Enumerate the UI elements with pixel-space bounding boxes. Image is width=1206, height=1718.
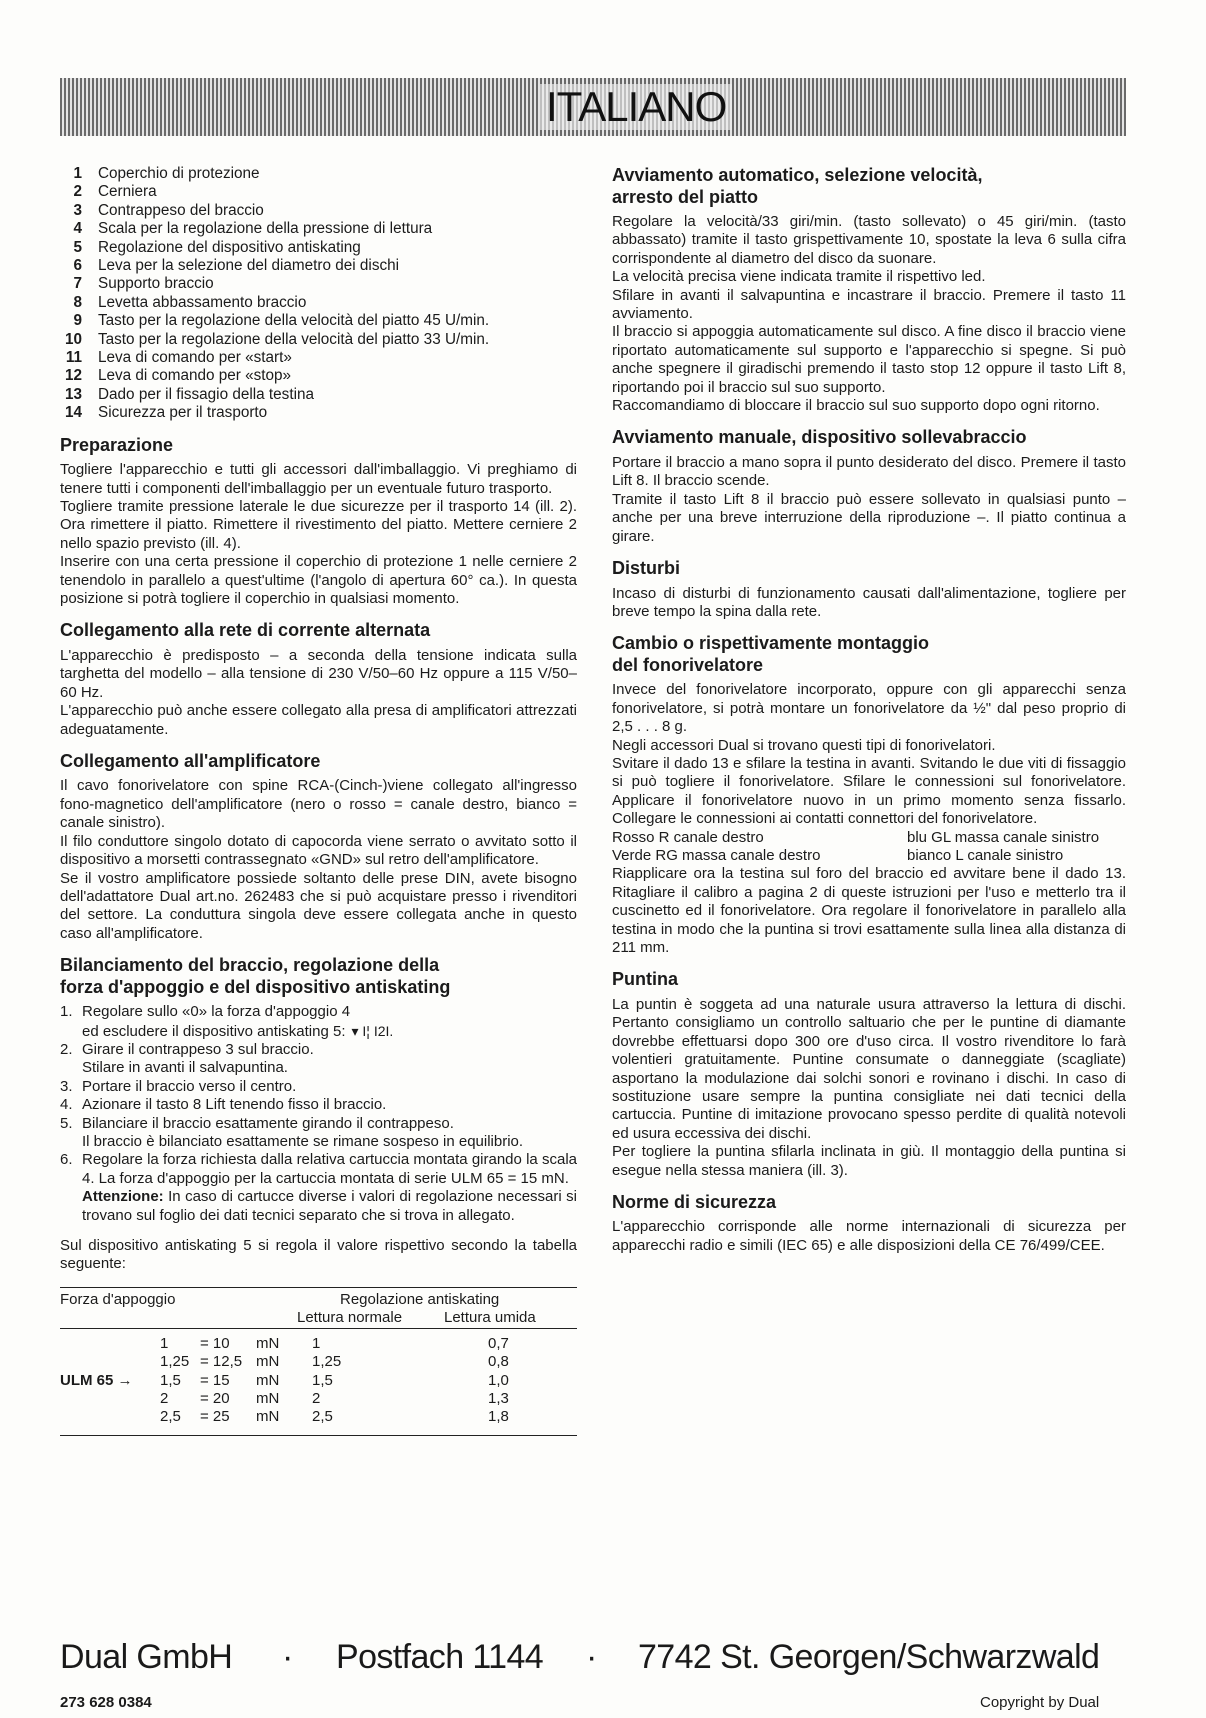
paragraph: Togliere tramite pressione laterale le due sicurezze per il trasporto 14 (ill. 2). Ora rimettere il piatto. Rimettere il rivestimento del piatto. Mettere cerniere 2 nello spazio previsto (ill. 4).	[60, 498, 577, 552]
table-row: ULM 65 → 1,5 = 15 mN 1,5 1,0	[60, 1371, 509, 1389]
paragraph: Portare il braccio a mano sopra il punto desiderato del disco. Premere il tasto Lift 8. Il braccio scende.	[612, 453, 1126, 490]
list-item: 3. Portare il braccio verso il centro.	[60, 1077, 297, 1095]
antiskating-table	[60, 1287, 577, 1436]
paragraph: L'apparecchio può anche essere collegato alla presa di amplificatori attrezzati adeguatamente.	[60, 702, 577, 738]
paragraph: Togliere l'apparecchio e tutti gli accessori dall'imballaggio. Vi preghiamo di tenere tutti i componenti dell'imballaggio per un eventuale futuro trasporto.	[60, 461, 577, 497]
paragraph: Il filo conduttore singolo dotato di capocorda viene serrato o avvitato sotto il dispositivo a morsetti contrassegnato «GND» sul retro dell'amplificatore.	[60, 832, 577, 869]
section-heading-preparazione: Preparazione	[60, 434, 174, 455]
paragraph: Il braccio si appoggia automaticamente sul disco. A fine disco il braccio viene riportato automaticamente sul supporto e l'apparecchio si spegne. Si può anche spegnere il giradischi premendo il tasto stop 12 oppure il tasto Lift 8, riportando poi il braccio sul suo supporto.	[612, 323, 1126, 396]
list-item: 11 Leva di comando per «start»	[65, 349, 292, 367]
wire-label: bianco L canale sinistro	[907, 846, 1064, 864]
paragraph: Negli accessori Dual si trovano questi tipi di fonorivelatori.	[612, 736, 996, 754]
paragraph: Regolare la velocità/33 giri/min. (tasto sollevato) o 45 giri/min. (tasto abbassato) tramite il tasto grispettivamente 10, spostate la leva 6 sulla cifra corrispondente al diametro del disco da suonare.	[612, 213, 1126, 267]
paragraph: Inserire con una certa pressione il coperchio di protezione 1 nelle cerniere 2 tenendolo in parallelo a quest'ultime (l'angolo di apertura 60° ca.). In questa posizione si potrà togliere il coperchio in qualsiasi momento.	[60, 553, 577, 608]
footer-pobox: Postfach 1144	[336, 1638, 544, 1676]
section-heading-rete: Collegamento alla rete di corrente alternata	[60, 620, 431, 641]
footer-separator: ·	[282, 1638, 293, 1676]
list-item: 1. Regolare sullo «0» la forza d'appoggio 4 ed escludere il dispositivo antiskating 5: ▾ I¦ I2I.	[60, 1003, 394, 1040]
table-header: Lettura normale	[297, 1308, 403, 1326]
left-column	[60, 165, 577, 1436]
list-item: 5 Regolazione del dispositivo antiskating	[73, 238, 361, 256]
list-item: 6. Regolare la forza richiesta dalla relativa cartuccia montata girando la scala 4. La forza d'appoggio per la cartuccia montata di serie ULM 65 = 15 mN. Attenzione: In caso di cartucce diverse i valori di regolazione necessari si trovano sul foglio dei dati tecnici separato che si trova in allegato.	[60, 1151, 577, 1224]
table-row: 2,5 = 25 mN 2,5 1,8	[160, 1408, 509, 1426]
divider	[60, 1328, 577, 1329]
footer-separator: ·	[586, 1638, 597, 1676]
footer-company: Dual GmbH	[60, 1638, 233, 1676]
language-banner	[60, 78, 1126, 136]
list-item: 12 Leva di comando per «stop»	[64, 367, 292, 385]
footer-city: 7742 St. Georgen/Schwarzwald	[638, 1638, 1100, 1676]
paragraph: Sfilare in avanti il salvapuntina e incastrare il braccio. Premere il tasto 11 avviamento.	[612, 286, 1126, 323]
paragraph: Per togliere la puntina sfilarla inclinata in giù. Il montaggio della puntina si esegue nella stessa maniera (ill. 3).	[612, 1143, 1126, 1179]
paragraph: La puntin è soggeta ad una naturale usura attraverso la lettura di dischi. Pertanto consigliamo un controllo saltuario che per le puntine di diamante dovrebbe effettuarsi dopo 300 ore d'uso circa. Il vostro rivenditore lo farà volentieri gratuitamente. Puntine consumate o danneggiate (scagliate) asportano la modulazione dai solchi sonori e rovinano i dischi. In caso di sostituzione usare sempre la puntina consigliate nei dati tecnici della cartuccia. Puntine di imitazione provocano spesso perdite di qualità notevoli ed usura eccessiva dei dischi.	[612, 995, 1126, 1142]
wire-label: Rosso R canale destro	[612, 828, 764, 846]
table-row: 2 = 20 mN 2 1,3	[160, 1389, 509, 1407]
paragraph: Riapplicare ora la testina sul foro del braccio ed avvitare bene il dado 13. Ritagliare il calibro a pagina 2 di queste istruzioni per l'uso e metterlo tra il cuscinetto ed il fonorivelatore. Ora regolare il fonorivelatore in parallelo alla testina in modo che la puntina si trovi esattamente sulla linea alla distanza di 211 mm.	[612, 865, 1126, 956]
list-item: 5. Bilanciare il braccio esattamente girando il contrappeso. Il braccio è bilanciato esattamente se rimane sospeso in equilibrio.	[60, 1114, 524, 1150]
section-heading-puntina: Puntina	[612, 969, 678, 990]
table-row: 1,25 = 12,5 mN 1,25 0,8	[160, 1353, 509, 1371]
section-heading-avviamento-manuale: Avviamento manuale, dispositivo sollevabraccio	[612, 427, 1027, 448]
section-heading-sicurezza: Norme di sicurezza	[612, 1191, 777, 1212]
paragraph: Invece del fonorivelatore incorporato, oppure con gli apparecchi senza fonorivelatore, si potrà montare un fonorivelatore da ½" dal peso proprio di 2,5 . . . 8 g.	[612, 681, 1126, 736]
document-code: 273 628 0384	[60, 1694, 152, 1711]
list-item: 2 Cerniera	[73, 183, 157, 201]
list-item: 6 Leva per la selezione del diametro dei dischi	[73, 257, 400, 275]
right-column	[612, 165, 1126, 1255]
list-item: 2. Girare il contrappeso 3 sul braccio. Stilare in avanti il salvapuntina.	[60, 1040, 314, 1077]
section-heading-disturbi: Disturbi	[612, 558, 681, 578]
list-item: 9 Tasto per la regolazione della velocità del piatto 45 U/min.	[73, 312, 490, 330]
table-body	[60, 1335, 577, 1427]
paragraph: Svitare il dado 13 e sfilare la testina in avanti. Svitando le due viti di fissaggio si può togliere il fonorivelatore. Sfilare le connessioni sul fonorivelatore. Applicare il fonorivelatore nuovo in un primo momento senza fissarlo. Collegare le connessioni ai contatti connettori del fonorivelatore.	[612, 754, 1126, 828]
paragraph: L'apparecchio è predisposto – a seconda della tensione indicata sulla targhetta del modello – alla tensione di 230 V/50–60 Hz oppure a 115 V/50–60 Hz.	[60, 646, 577, 701]
list-item: 4 Scala per la regolazione della pressione di lettura	[73, 220, 433, 238]
section-heading-avviamento-automatico: Avviamento automatico, selezione velocità, arresto del piatto	[612, 165, 983, 207]
list-item: 3 Contrappeso del braccio	[73, 201, 264, 219]
list-item: 14 Sicurezza per il trasporto	[64, 404, 268, 422]
wire-label: blu GL massa canale sinistro	[907, 828, 1100, 846]
row-marker: ULM 65 →	[60, 1371, 133, 1389]
section-heading-fonorivelatore: Cambio o rispettivamente montaggio del fonorivelatore	[612, 633, 930, 675]
list-item: 10 Tasto per la regolazione della velocità del piatto 33 U/min.	[64, 330, 490, 348]
list-item: 4. Azionare il tasto 8 Lift tenendo fisso il braccio.	[60, 1096, 387, 1114]
paragraph: La velocità precisa viene indicata tramite il rispettivo led.	[612, 268, 986, 286]
paragraph: Se il vostro amplificatore possiede soltanto delle prese DIN, avete bisogno dell'adattatore Dual art.no. 262483 che si può acquistare presso i rivenditori del settore. La conduttura singola deve essere collegata anche in questo caso all'amplificatore.	[60, 869, 577, 942]
antiskating-scale-icon: ▾ I¦ I2I.	[351, 1022, 394, 1039]
table-header: Lettura umida	[444, 1308, 536, 1326]
wiring-legend	[612, 829, 1126, 866]
section-heading-amplificatore: Collegamento all'amplificatore	[60, 750, 321, 771]
section-heading-bilanciamento: Bilanciamento del braccio, regolazione della forza d'appoggio e del dispositivo antiskating	[60, 955, 451, 997]
paragraph: Tramite il tasto Lift 8 il braccio può essere sollevato in qualsiasi punto – anche per una breve interruzione della riproduzione –. Il piatto continua a girare.	[612, 490, 1126, 545]
table-header: Regolazione antiskating	[340, 1290, 500, 1308]
table-header: Forza d'appoggio	[60, 1290, 176, 1308]
wire-label: Verde RG massa canale destro	[612, 846, 821, 864]
paragraph: Raccomandiamo di bloccare il braccio sul suo supporto dopo ogni ritorno.	[612, 397, 1100, 415]
paragraph: L'apparecchio corrisponde alle norme internazionali di sicurezza per apparecchi radio e simili (IEC 65) e alle disposizioni della CE 76/499/CEE.	[612, 1218, 1126, 1254]
list-item: 1 Coperchio di protezione	[73, 165, 260, 182]
list-item: 8 Levetta abbassamento braccio	[73, 293, 307, 311]
banner-title: ITALIANO	[540, 84, 732, 130]
copyright: Copyright by Dual	[980, 1694, 1100, 1711]
paragraph: Incaso di disturbi di funzionamento causati dall'alimentazione, togliere per breve tempo la spina dalla rete.	[612, 584, 1126, 620]
balance-steps	[60, 1003, 577, 1225]
list-item: 7 Supporto braccio	[73, 275, 214, 293]
paragraph: Sul dispositivo antiskating 5 si regola il valore rispettivo secondo la tabella seguente:	[60, 1237, 577, 1273]
list-item: 13 Dado per il fissagio della testina	[64, 385, 314, 403]
table-row: 1 = 10 mN 1 0,7	[160, 1334, 509, 1352]
parts-list	[60, 165, 577, 423]
paragraph: Il cavo fonorivelatore con spine RCA-(Cinch-)viene collegato all'ingresso fono-magnetico dell'amplificatore (nero o rosso = canale destro, bianco = canale sinistro).	[60, 777, 577, 832]
